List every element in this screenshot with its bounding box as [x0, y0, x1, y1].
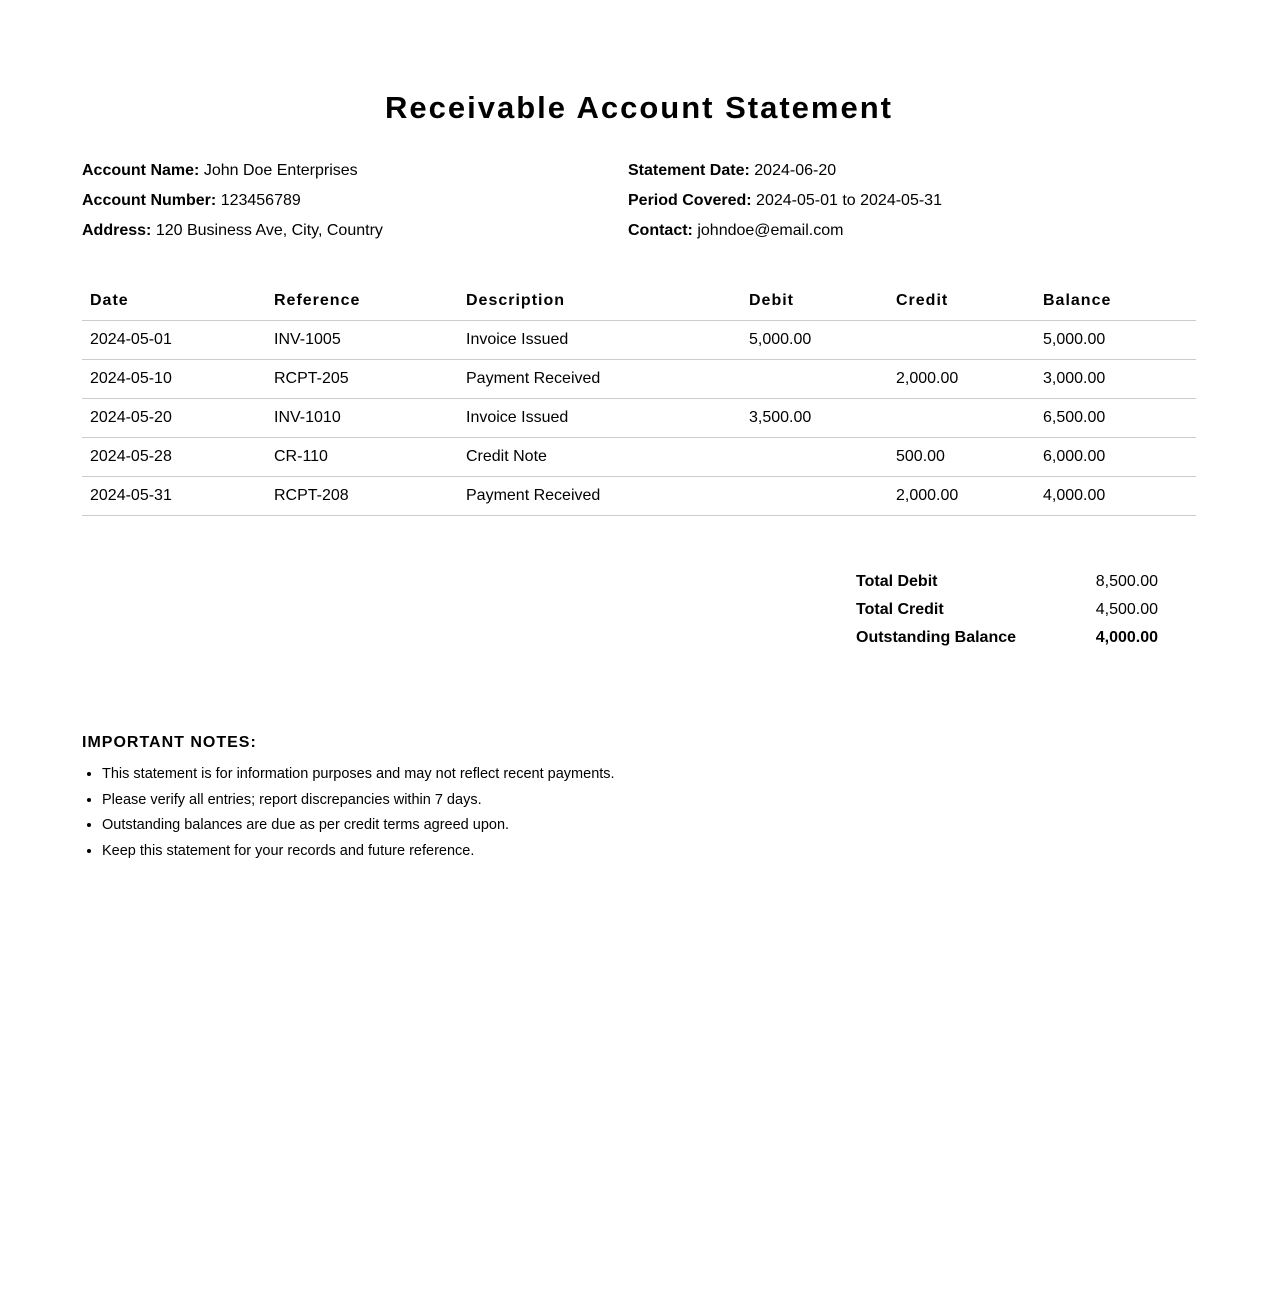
address-row — [82, 219, 383, 249]
table-row — [82, 321, 1196, 360]
contact-value: johndoe@email.com — [697, 222, 844, 239]
cell-balance: 4,000.00 — [1035, 477, 1196, 516]
notes-title: IMPORTANT NOTES: — [82, 734, 257, 751]
column-header-reference: Reference — [266, 281, 458, 321]
cell-reference: RCPT-205 — [266, 360, 458, 399]
cell-description: Payment Received — [458, 360, 741, 399]
cell-date: 2024-05-01 — [82, 321, 266, 360]
cell-reference: INV-1010 — [266, 399, 458, 438]
total-debit-value: 8,500.00 — [1095, 573, 1158, 590]
column-header-credit: Credit — [888, 281, 1035, 321]
table-header-row — [82, 281, 1196, 321]
cell-date: 2024-05-10 — [82, 360, 266, 399]
list-item: • Outstanding balances are due as per credit terms agreed upon. — [102, 813, 1002, 839]
outstanding-balance-value: 4,000.00 — [1095, 629, 1158, 646]
table-row — [82, 438, 1196, 477]
account-number-value: 123456789 — [220, 192, 301, 209]
cell-balance: 6,500.00 — [1035, 399, 1196, 438]
account-name-label: Account Name: — [82, 162, 200, 179]
account-number-label: Account Number: — [82, 192, 217, 209]
column-header-description: Description — [458, 281, 741, 321]
cell-balance: 3,000.00 — [1035, 360, 1196, 399]
total-debit-row — [856, 569, 1176, 597]
cell-date: 2024-05-31 — [82, 477, 266, 516]
cell-credit: 2,000.00 — [888, 360, 1035, 399]
account-name-value: John Doe Enterprises — [203, 162, 358, 179]
page-title: Receivable Account Statement — [385, 90, 893, 125]
period-covered-label: Period Covered: — [628, 192, 752, 209]
period-covered-row — [628, 189, 942, 219]
column-header-balance: Balance — [1035, 281, 1196, 321]
total-credit-value: 4,500.00 — [1095, 601, 1158, 618]
cell-credit — [888, 321, 1035, 360]
cell-description: Invoice Issued — [458, 399, 741, 438]
column-header-debit: Debit — [741, 281, 888, 321]
statement-date-value: 2024-06-20 — [754, 162, 837, 179]
contact-label: Contact: — [628, 222, 693, 239]
outstanding-balance-row — [856, 625, 1176, 653]
account-number-row — [82, 189, 383, 219]
cell-description: Credit Note — [458, 438, 741, 477]
cell-debit — [741, 477, 888, 516]
cell-debit — [741, 360, 888, 399]
account-name-row — [82, 159, 383, 189]
total-credit-row — [856, 597, 1176, 625]
list-item: • Keep this statement for your records and future reference. — [102, 839, 1002, 865]
statement-date-row — [628, 159, 942, 189]
cell-reference: CR-110 — [266, 438, 458, 477]
cell-debit: 5,000.00 — [741, 321, 888, 360]
account-info-right — [628, 159, 942, 249]
cell-debit — [741, 438, 888, 477]
address-label: Address: — [82, 222, 152, 239]
statement-date-label: Statement Date: — [628, 162, 750, 179]
total-credit-label: Total Credit — [856, 601, 944, 618]
column-header-date: Date — [82, 281, 266, 321]
transactions-table — [82, 281, 1196, 516]
total-debit-label: Total Debit — [856, 573, 938, 590]
table-row — [82, 360, 1196, 399]
totals-summary — [856, 569, 1176, 653]
list-item: • This statement is for information purposes and may not reflect recent payments. — [102, 762, 1002, 788]
list-item: • Please verify all entries; report discrepancies within 7 days. — [102, 788, 1002, 814]
contact-row — [628, 219, 942, 249]
notes-list — [82, 762, 1002, 864]
cell-credit: 500.00 — [888, 438, 1035, 477]
table-row — [82, 399, 1196, 438]
cell-date: 2024-05-20 — [82, 399, 266, 438]
address-value: 120 Business Ave, City, Country — [155, 222, 383, 239]
cell-reference: INV-1005 — [266, 321, 458, 360]
cell-description: Invoice Issued — [458, 321, 741, 360]
cell-balance: 5,000.00 — [1035, 321, 1196, 360]
cell-description: Payment Received — [458, 477, 741, 516]
cell-date: 2024-05-28 — [82, 438, 266, 477]
cell-debit: 3,500.00 — [741, 399, 888, 438]
cell-credit — [888, 399, 1035, 438]
cell-reference: RCPT-208 — [266, 477, 458, 516]
period-covered-value: 2024-05-01 to 2024-05-31 — [756, 192, 942, 209]
cell-credit: 2,000.00 — [888, 477, 1035, 516]
table-row — [82, 477, 1196, 516]
outstanding-balance-label: Outstanding Balance — [856, 629, 1017, 646]
cell-balance: 6,000.00 — [1035, 438, 1196, 477]
account-info-left — [82, 159, 383, 249]
